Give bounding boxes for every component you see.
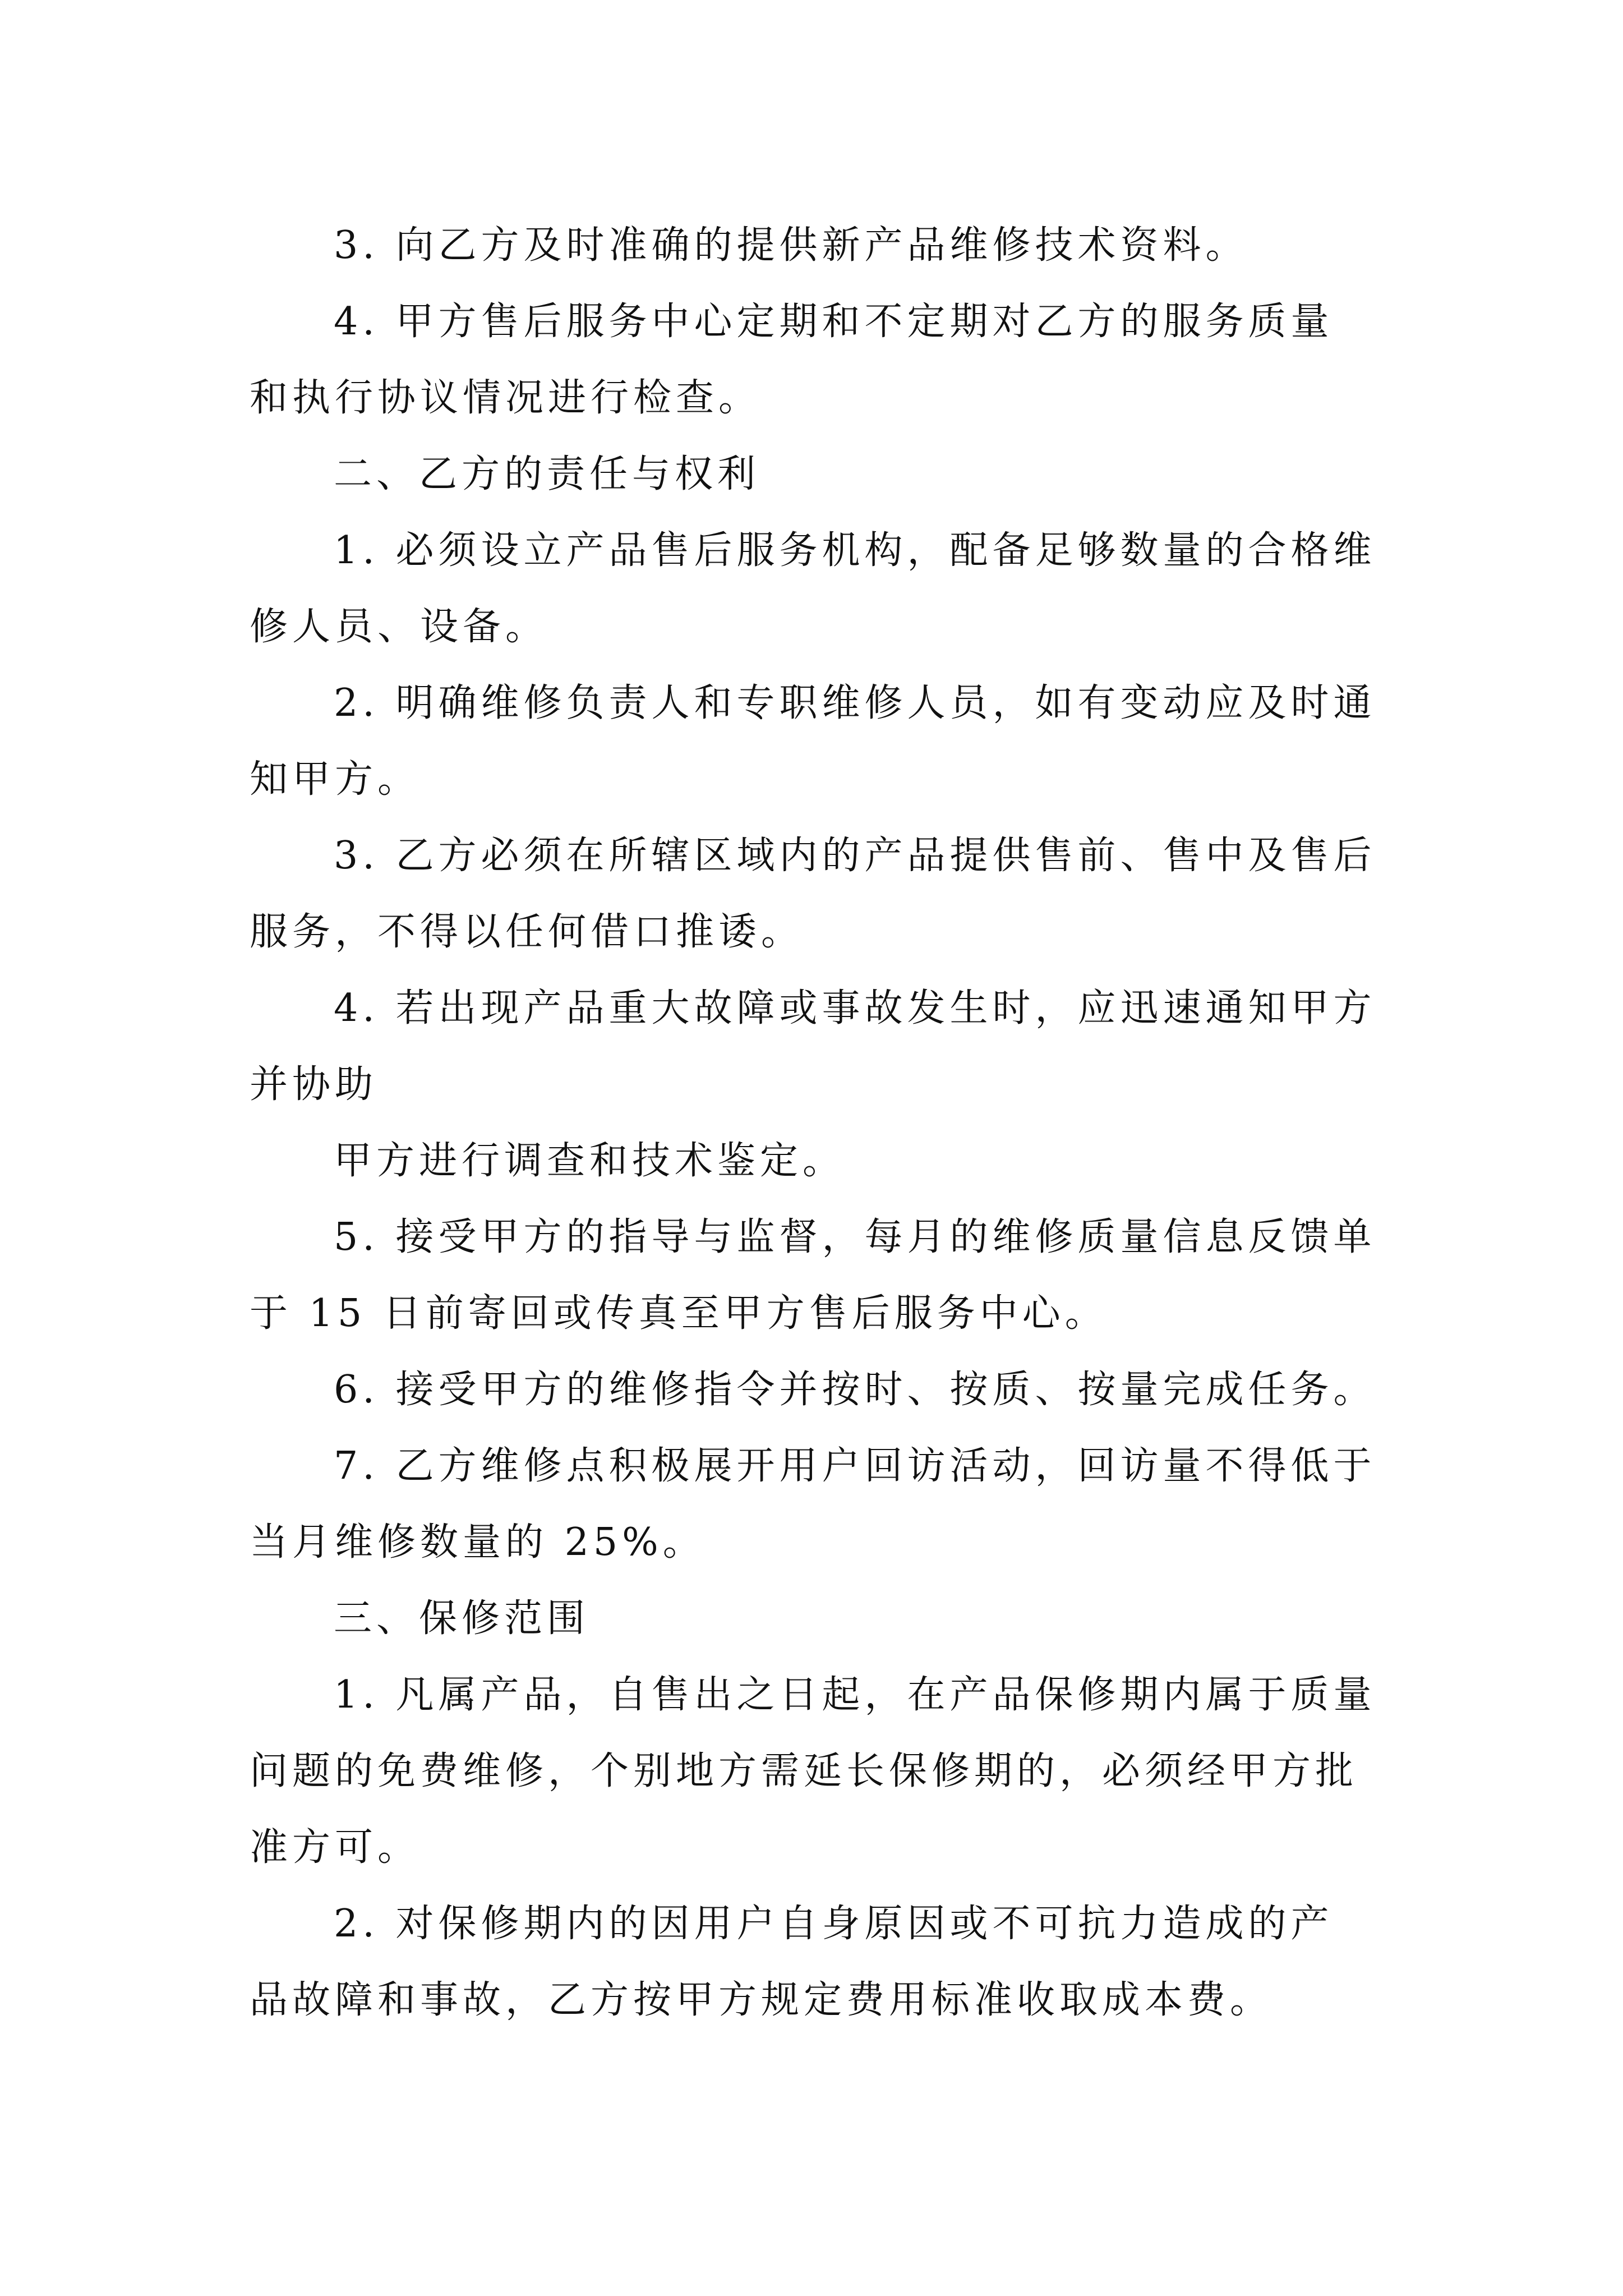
text-line: 7. 乙方维修点积极展开用户回访活动，回访量不得低于 <box>334 1444 1376 1488</box>
text-line: 4. 若出现产品重大故障或事故发生时，应迅速通知甲方 <box>334 986 1376 1030</box>
paragraph <box>250 284 1394 360</box>
text-line: 6. 接受甲方的维修指令并按时、按质、按量完成任务。 <box>334 1368 1376 1412</box>
text-line: 知甲方。 <box>250 757 421 802</box>
paragraph <box>250 1657 1394 1733</box>
document-body <box>250 208 1394 2039</box>
text-line: 并协助 <box>250 1062 378 1107</box>
text-line: 于 15 日前寄回或传真至甲方售后服务中心。 <box>250 1291 1108 1336</box>
paragraph <box>250 1123 1394 1199</box>
text-line: 和执行协议情况进行检查。 <box>250 376 762 420</box>
paragraph-continuation <box>250 742 1394 818</box>
text-line: 5. 接受甲方的指导与监督，每月的维修质量信息反馈单 <box>334 1215 1376 1259</box>
paragraph-continuation <box>250 1733 1394 1810</box>
text-line: 修人员、设备。 <box>250 605 548 649</box>
paragraph <box>250 1886 1394 1962</box>
text-line: 甲方进行调查和技术鉴定。 <box>334 1139 846 1183</box>
text-line: 三、保修范围 <box>334 1596 590 1641</box>
text-line: 2. 对保修期内的因用户自身原因或不可抗力造成的产 <box>334 1902 1334 1946</box>
paragraph <box>250 1352 1394 1428</box>
paragraph <box>250 1199 1394 1276</box>
text-line: 1. 必须设立产品售后服务机构，配备足够数量的合格维 <box>334 528 1376 573</box>
text-line: 4. 甲方售后服务中心定期和不定期对乙方的服务质量 <box>334 300 1334 344</box>
paragraph <box>250 818 1394 894</box>
text-line: 问题的免费维修，个别地方需延长保修期的，必须经甲方批 <box>250 1749 1358 1793</box>
text-line: 服务，不得以任何借口推诿。 <box>250 910 804 954</box>
text-line: 准方可。 <box>250 1825 421 1870</box>
paragraph-continuation <box>250 1276 1394 1352</box>
text-line: 品故障和事故，乙方按甲方规定费用标准收取成本费。 <box>250 1978 1273 2022</box>
paragraph-continuation <box>250 360 1394 436</box>
text-line: 2. 明确维修负责人和专职维修人员，如有变动应及时通 <box>334 681 1376 725</box>
section-heading <box>250 436 1394 513</box>
paragraph-continuation <box>250 1504 1394 1581</box>
paragraph <box>250 1428 1394 1504</box>
text-line: 二、乙方的责任与权利 <box>334 452 760 496</box>
paragraph-continuation <box>250 894 1394 970</box>
section-heading <box>250 1581 1394 1657</box>
paragraph <box>250 665 1394 742</box>
text-line: 3. 乙方必须在所辖区域内的产品提供售前、售中及售后 <box>334 834 1376 878</box>
paragraph <box>250 970 1394 1047</box>
text-line: 当月维修数量的 25%。 <box>250 1520 706 1565</box>
text-line: 3. 向乙方及时准确的提供新产品维修技术资料。 <box>334 223 1248 268</box>
paragraph <box>250 208 1394 284</box>
paragraph-continuation <box>250 1047 1394 1123</box>
paragraph-continuation <box>250 1810 1394 1886</box>
paragraph-continuation <box>250 589 1394 665</box>
paragraph <box>250 513 1394 589</box>
paragraph-continuation <box>250 1962 1394 2039</box>
text-line: 1. 凡属产品，自售出之日起，在产品保修期内属于质量 <box>334 1673 1376 1717</box>
